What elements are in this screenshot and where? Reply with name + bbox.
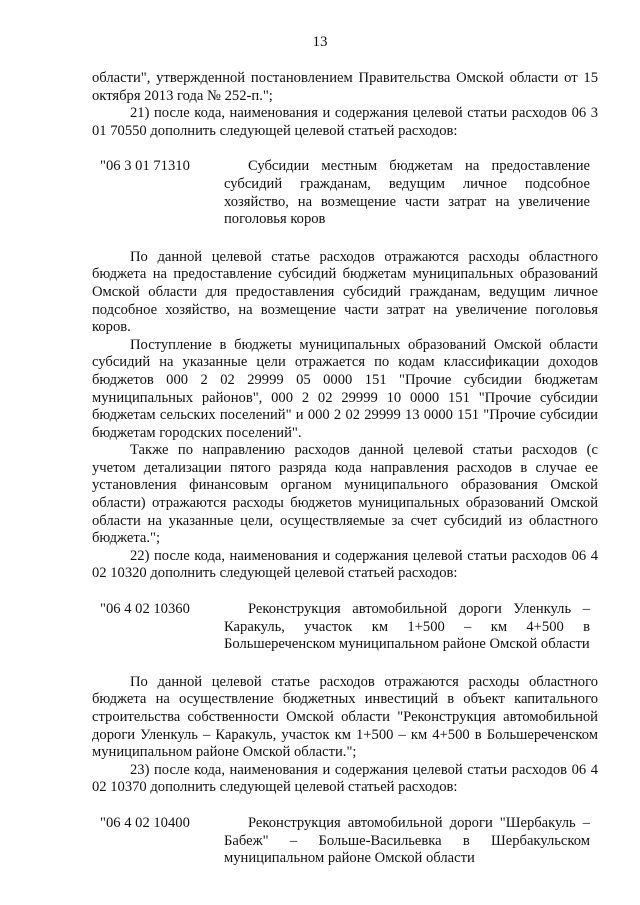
paragraph-item-23: 23) после кода, наименования и содержания целевой статьи расходов 06 4 02 10370 дополнить следующей целевой статьей расходов: [92, 761, 598, 796]
entry-code: "06 4 02 10360 [100, 601, 190, 618]
paragraph-municipal: Также по направлению расходов данной целевой статьи расходов (с учетом детализации пятого разряда кода направления расходов в случае ее установления финансовым органом муниципального образования Омской области) отражаются расходы бюджетов муниципальных образований Омской области на указанные цели, осуществляемые за счет субсидий из областного бюджета."; [92, 442, 598, 547]
paragraph-investments: По данной целевой статье расходов отражаются расходы областного бюджета на осуществление бюджетных инвестиций в объект капитального строительства собственности Омской области "Реконструкция автомобильной дороги Уленкуль – Каракуль, участок км 1+500 – км 4+500 в Большереченском муниципальном районе Омской области."; [92, 673, 598, 761]
document-body [92, 70, 598, 888]
entry-code: "06 3 01 71310 [100, 158, 190, 175]
paragraph-revenue-codes: Поступление в бюджеты муниципальных образований Омской области субсидий на указанные цели отражается по кодам классификации доходов бюджетов 000 2 02 29999 05 0000 151 "Прочие субсидии бюджетам муниципальных районов", 000 2 02 29999 10 0000 151 "Прочие субсидии бюджетам сельских поселений" и 000 2 02 29999 13 0000 151 "Прочие субсидии бюджетам городских поселений". [92, 336, 598, 441]
paragraph-expenses: По данной целевой статье расходов отражаются расходы областного бюджета на предоставление субсидий бюджетам муниципальных образований Омской области для предоставления субсидий гражданам, ведущим личное подсобное хозяйство, на возмещение части затрат на увеличение поголовья коров. [92, 248, 598, 336]
entry-description: Субсидии местным бюджетам на предоставление субсидий гражданам, ведущим личное подсобное хозяйство, на возмещение части затрат на увеличение поголовья коров [224, 158, 590, 228]
paragraph-item-22: 22) после кода, наименования и содержания целевой статьи расходов 06 4 02 10320 дополнить следующей целевой статьей расходов: [92, 547, 598, 582]
entry-description: Реконструкция автомобильной дороги "Шербакуль – Бабеж" – Больше-Васильевка в Шербакульском муниципальном районе Омской области [224, 814, 590, 867]
page-number: 13 [312, 34, 328, 50]
paragraph-continuation: области", утвержденной постановлением Правительства Омской области от 15 октября 2013 года № 252-п."; [92, 70, 598, 104]
entry-description: Реконструкция автомобильной дороги Уленкуль – Каракуль, участок км 1+500 – км 4+500 в Большереченском муниципальном районе Омской области [224, 601, 590, 653]
paragraph-item-21: 21) после кода, наименования и содержания целевой статьи расходов 06 3 01 70550 дополнить следующей целевой статьей расходов: [92, 105, 598, 139]
budget-entry [92, 158, 598, 228]
budget-entry [92, 815, 598, 868]
entry-code: "06 4 02 10400 [100, 814, 190, 831]
budget-entry [92, 601, 598, 654]
